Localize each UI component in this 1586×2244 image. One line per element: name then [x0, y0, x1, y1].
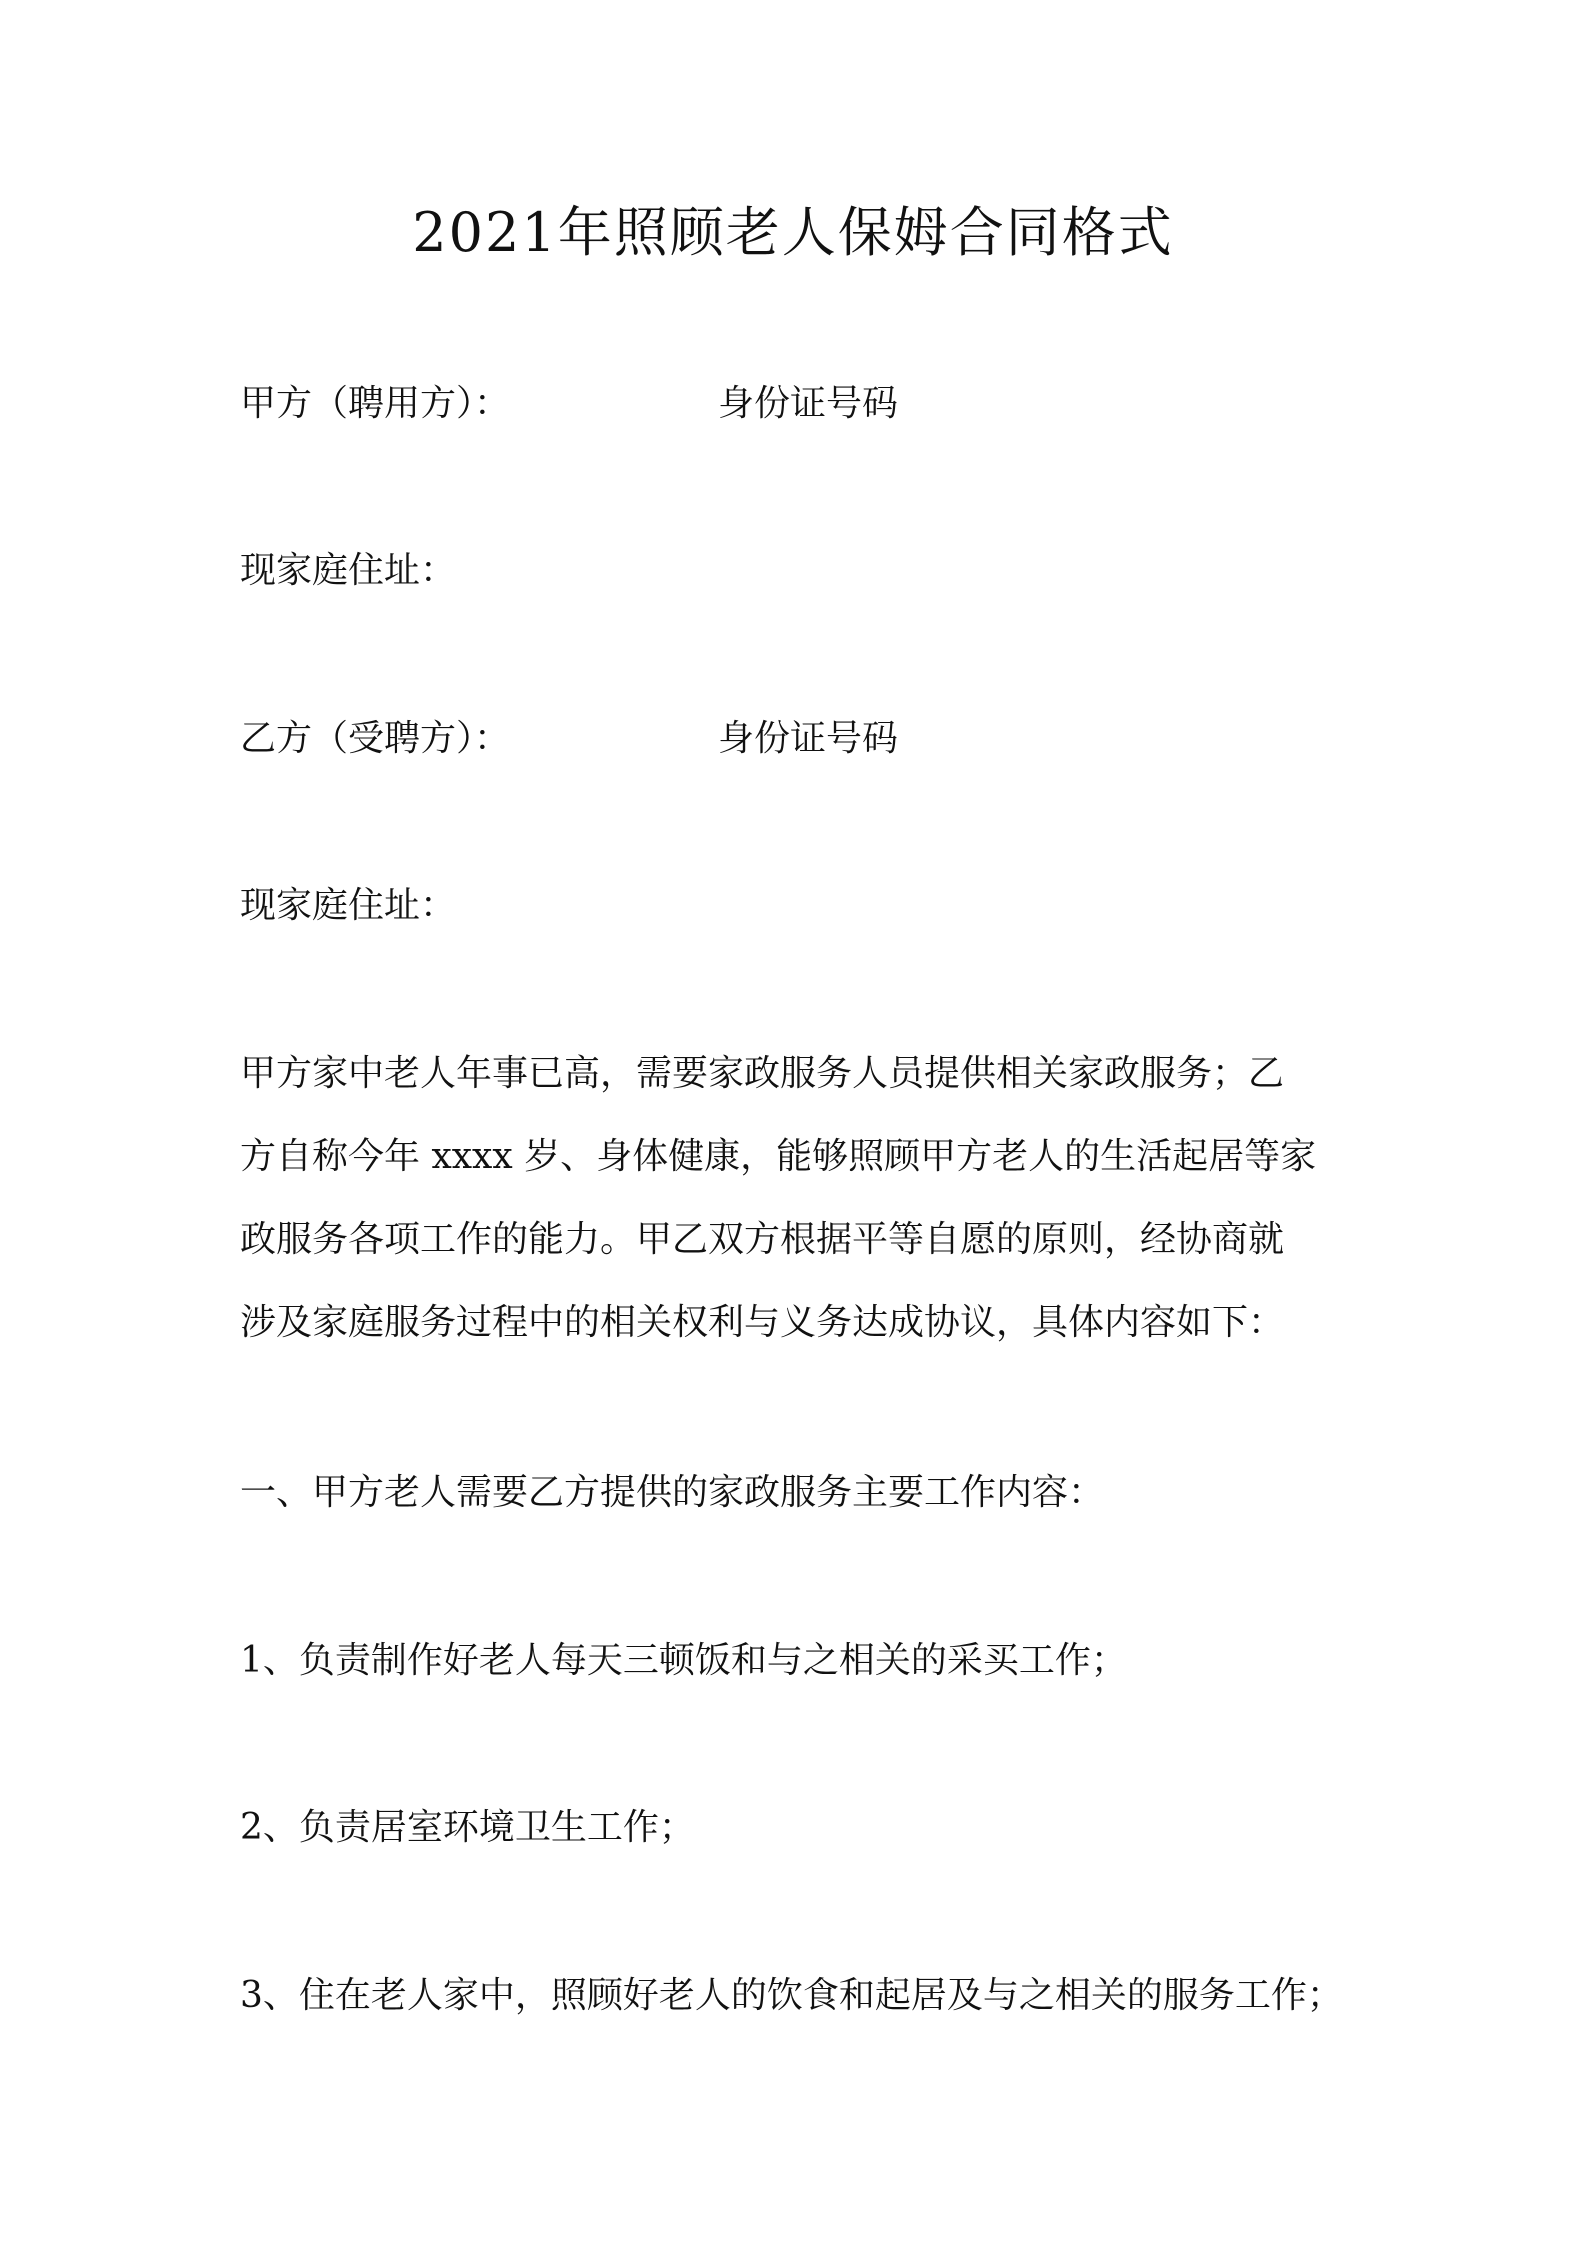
- party-b-id-label: 身份证号码: [718, 718, 899, 759]
- intro-paragraph: [240, 1032, 1350, 1364]
- party-a-id-label: 身份证号码: [718, 383, 899, 424]
- list-item: 1、负责制作好老人每天三顿饭和与之相关的采买工作；: [240, 1640, 1127, 1681]
- intro-line: 涉及家庭服务过程中的相关权利与义务达成协议，具体内容如下：: [240, 1302, 1285, 1343]
- section-1-heading: 一、甲方老人需要乙方提供的家政服务主要工作内容：: [240, 1472, 1105, 1513]
- party-a-label: 甲方（聘用方）：: [240, 383, 511, 424]
- list-item: 2、负责居室环境卫生工作；: [240, 1807, 695, 1848]
- intro-line: 政服务各项工作的能力。甲乙双方根据平等自愿的原则，经协商就: [240, 1219, 1285, 1260]
- party-b-address-label: 现家庭住址：: [240, 885, 457, 926]
- intro-line: 甲方家中老人年事已高，需要家政服务人员提供相关家政服务；乙: [240, 1053, 1285, 1094]
- party-a-address-label: 现家庭住址：: [240, 550, 457, 591]
- document-title: 2021年照顾老人保姆合同格式: [412, 201, 1174, 264]
- list-item: 3、住在老人家中，照顾好老人的饮食和起居及与之相关的服务工作；: [240, 1975, 1343, 2016]
- party-b-label: 乙方（受聘方）：: [240, 718, 511, 759]
- intro-line: 方自称今年 xxxx 岁、身体健康，能够照顾甲方老人的生活起居等家: [240, 1136, 1317, 1177]
